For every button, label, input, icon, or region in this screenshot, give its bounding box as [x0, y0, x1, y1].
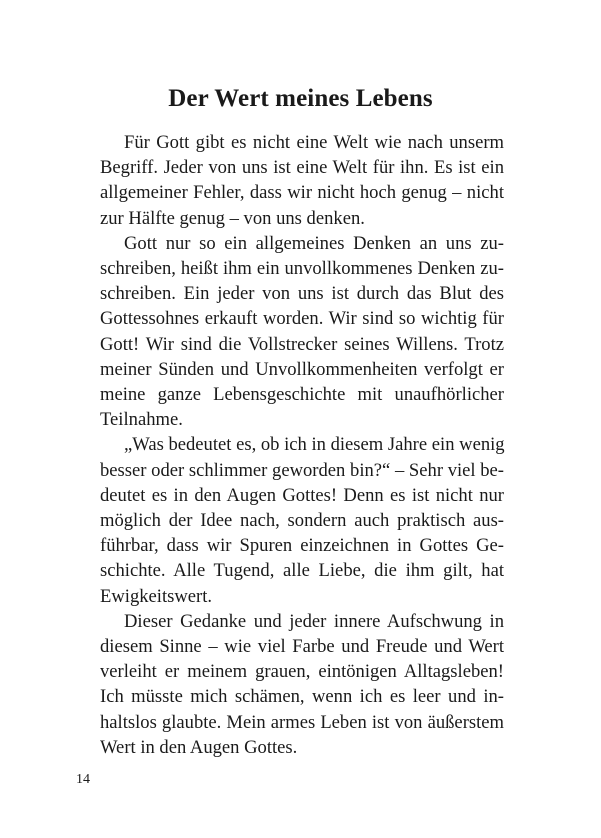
- text-line: „Was bedeutet es, ob ich in diesem Jahre ein wenig: [124, 434, 505, 456]
- text-line: Gottessohnes erkauft worden. Wir sind so wichtig für: [100, 308, 504, 330]
- paragraph-1: [76, 130, 504, 231]
- text-line: deutet es in den Augen Gottes! Denn es ist nicht nur: [100, 484, 504, 506]
- text-line: Ewigkeitswert.: [100, 585, 213, 607]
- text-line: besser oder schlimmer geworden bin?“ – Sehr viel be-: [100, 459, 504, 481]
- text-line: Dieser Gedanke und jeder innere Aufschwung in: [124, 610, 504, 632]
- text-line: diesem Sinne – wie viel Farbe und Freude und Wert: [100, 636, 504, 658]
- text-line: Begriff. Jeder von uns ist eine Welt für ihn. Es ist ein: [100, 157, 504, 179]
- text-line: meiner Sünden und Unvollkommenheiten verfolgt er: [100, 358, 504, 380]
- text-line: führbar, dass wir Spuren einzeichnen in Gottes Ge-: [100, 535, 504, 557]
- text-line: verleiht er meinem grauen, eintönigen Alltagsleben!: [100, 661, 504, 683]
- text-line: schichte. Alle Tugend, alle Liebe, die ihm gilt, hat: [100, 560, 504, 582]
- text-line: Wert in den Augen Gottes.: [100, 736, 298, 758]
- text-line: möglich der Idee nach, sondern auch praktisch aus-: [100, 510, 504, 532]
- text-line: meine ganze Lebensgeschichte mit unaufhörlicher: [100, 384, 504, 406]
- text-line: Gott! Wir sind die Vollstrecker seines Willens. Trotz: [100, 333, 504, 355]
- text-line: Gott nur so ein allgemeines Denken an uns zu-: [124, 232, 504, 254]
- text-line: Ich müsste mich schämen, wenn ich es leer und in-: [100, 686, 504, 708]
- paragraph-2: [76, 231, 504, 433]
- paragraph-3: [76, 432, 504, 608]
- text-line: schreiben. Ein jeder von uns ist durch das Blut des: [100, 283, 504, 305]
- body-text: [76, 130, 504, 760]
- text-line: allgemeiner Fehler, dass wir nicht hoch genug – nicht: [100, 182, 504, 204]
- paragraph-4: [76, 609, 504, 760]
- text-line: Teilnahme.: [100, 409, 183, 431]
- text-line: Für Gott gibt es nicht eine Welt wie nach unserm: [124, 132, 504, 153]
- text-line: schreiben, heißt ihm ein unvollkommenes Denken zu-: [100, 258, 504, 280]
- text-line: haltslos glaubte. Mein armes Leben ist von äußerstem: [100, 711, 504, 733]
- chapter-title: Der Wert meines Lebens: [168, 85, 433, 112]
- page-number: 14: [76, 772, 90, 787]
- text-line: zur Hälfte genug – von uns denken.: [100, 207, 365, 229]
